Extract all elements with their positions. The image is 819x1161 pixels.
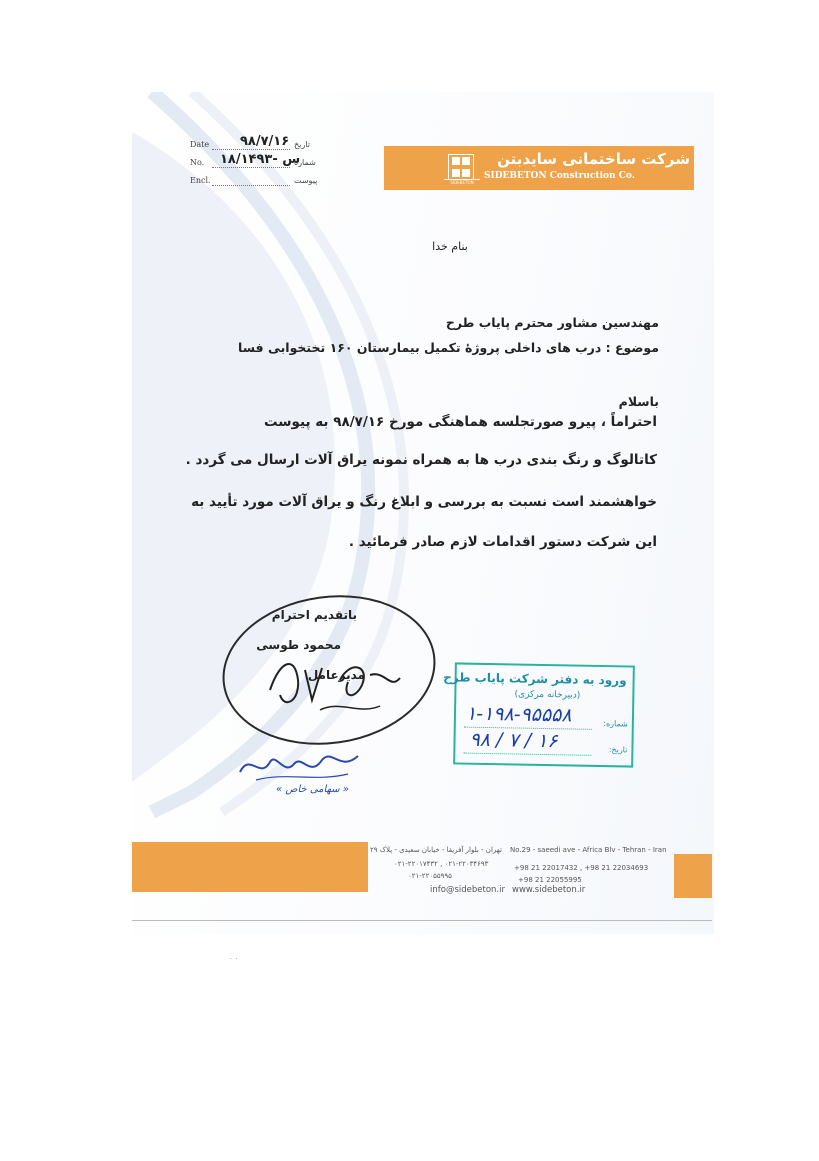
receipt-date-line (463, 753, 591, 756)
receipt-date-value: ۹۸ / ۷ / ۱۶ (469, 728, 558, 753)
body-line-2: کاتالوگ و رنگ بندی درب ها به همراه نمونه یراق آلات ارسال می گردد . (185, 452, 657, 468)
receipt-stamp-title: ورود به دفتر شرکت پایاب طرح (443, 670, 627, 688)
receipt-number-label: شماره: (603, 719, 628, 729)
subject-line: موضوع : درب های داخلی پروژۀ تکمیل بیمارستان ۱۶۰ تختخوابی فسا (238, 340, 659, 355)
handwritten-signature (250, 640, 420, 720)
enclosure-label-fa: پیوست (294, 176, 318, 185)
number-label-fa: شماره (294, 158, 316, 167)
receipt-stamp (443, 662, 635, 767)
logo-mark-caption: SIDEBETON (444, 179, 480, 185)
date-label-en: Date (190, 140, 210, 149)
signer-name: محمود طوسی (256, 638, 341, 652)
receipt-date-label: تاریخ: (608, 745, 628, 755)
footer-fax-fa: ۰۲۱-۲۲۰۵۵۹۹۵ (408, 872, 452, 880)
receipt-number-value: ۱-۱۹۸-۹۵۵۵۸ (465, 702, 572, 727)
recipient-line: مهندسین مشاور محترم پایاب طرح (445, 315, 659, 330)
scan-specks: · · (230, 956, 238, 963)
company-stamp-sub: « سهامی خاص » (276, 784, 349, 795)
footer-accent-left (132, 842, 368, 892)
footer-fax-en: +98 21 22055995 (518, 876, 582, 884)
letterhead-sheet (132, 92, 714, 934)
invocation: بنام خدا (432, 240, 468, 253)
body-line-1: احتراماً ، پیرو صورتجلسه هماهنگی مورخ ۹۸/۷/۱۶ به پیوست (263, 414, 657, 430)
enclosure-field (190, 176, 350, 188)
greeting: باسلام (618, 394, 659, 409)
footer-phone-fa: ۰۲۱-۲۲۰۱۷۴۳۲ , ۰۲۱-۲۲۰۳۴۶۹۳ (394, 860, 489, 868)
company-logo-icon (448, 154, 474, 180)
footer-divider (132, 920, 712, 921)
footer-address-fa: تهران - بلوار آفریقا - خیابان سعیدی - پلاک ۲۹ (370, 846, 502, 854)
date-value: ۹۸/۷/۱۶ (240, 134, 290, 149)
company-logo-bar (384, 146, 694, 190)
company-name-en: SIDEBETON Construction Co. (484, 171, 635, 181)
footer-web[interactable]: www.sidebeton.ir (512, 885, 586, 895)
company-stamp-signature (236, 742, 366, 802)
footer-accent-right (674, 854, 712, 898)
enclosure-label-en: Encl. (190, 176, 211, 185)
footer-email[interactable]: info@sidebeton.ir (430, 885, 505, 895)
number-value: ۱۸/۱۴۹۳- س (220, 152, 301, 167)
number-field (190, 152, 350, 170)
receipt-stamp-subtitle: (دبیرخانه مرکزی) (514, 689, 581, 701)
body-line-4: این شرکت دستور اقدامات لازم صادر فرمائید . (348, 534, 657, 550)
footer-address-en: No.29 - saeedi ave - Africa Blv - Tehran - Iran (510, 846, 667, 854)
enclosure-line (212, 176, 290, 186)
signer-title: مدیرعامل (307, 668, 365, 682)
closing: باتقدیم احترام (271, 608, 357, 622)
date-label-fa: تاریخ (294, 140, 310, 149)
background-wave-graphic (132, 92, 714, 934)
date-field (190, 134, 350, 152)
company-name-fa: شرکت ساختمانی سایدبتن (497, 150, 690, 168)
number-label-en: No. (190, 158, 205, 167)
body-line-3: خواهشمند است نسبت به بررسی و ابلاغ رنگ و یراق آلات مورد تأیید به (191, 494, 657, 510)
footer-phone-en: +98 21 22017432 , +98 21 22034693 (514, 864, 649, 872)
company-stamp-script (236, 742, 366, 786)
